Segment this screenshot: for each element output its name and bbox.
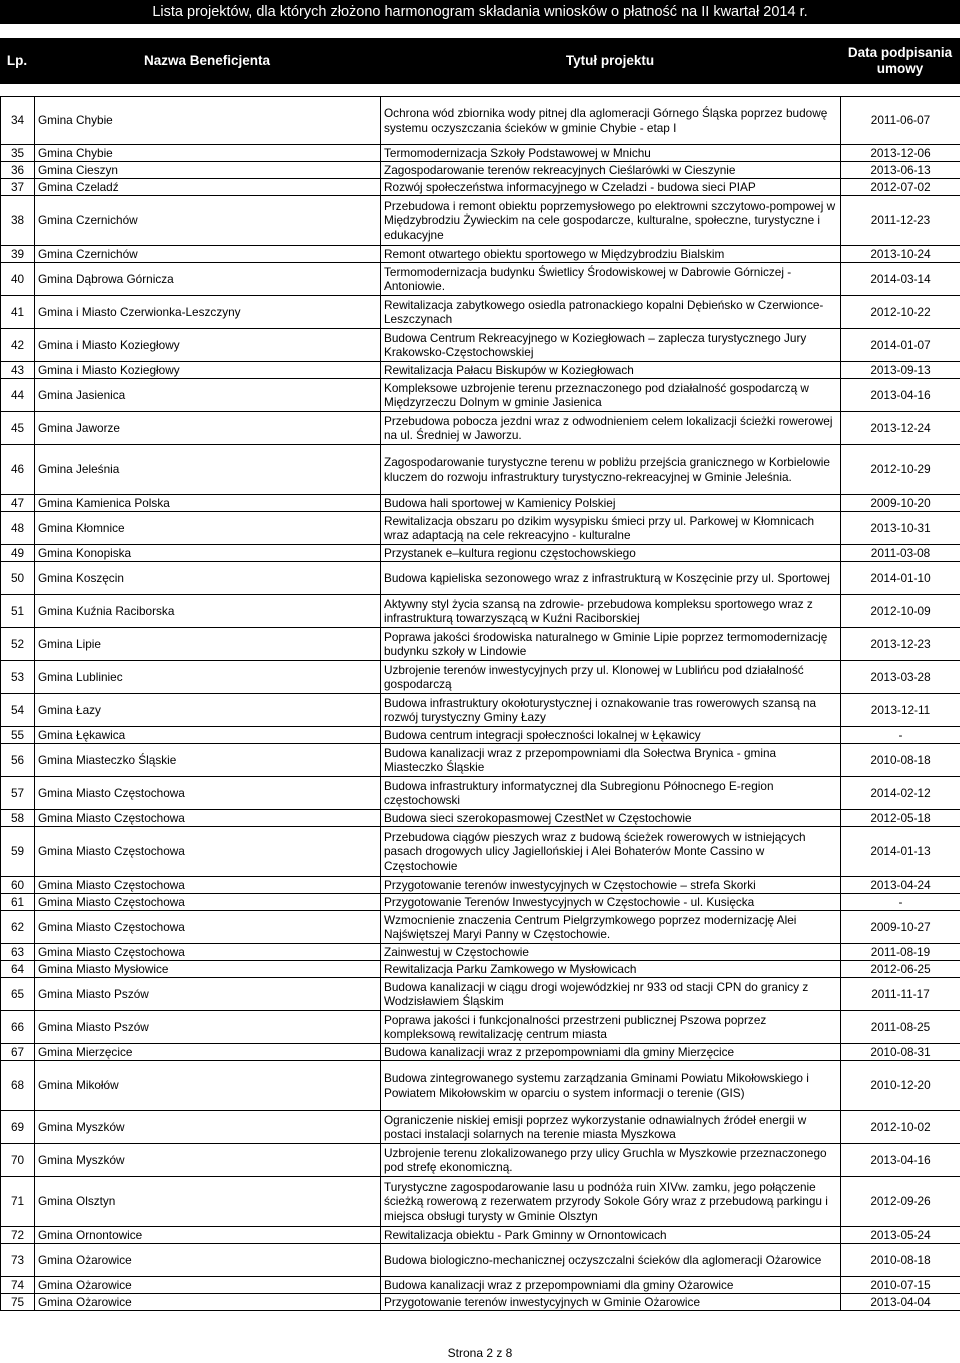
row-number: 58 bbox=[1, 810, 35, 827]
signing-date-cell: 2012-07-02 bbox=[841, 179, 960, 196]
beneficiary-cell: Gmina Koszęcin bbox=[35, 562, 381, 595]
beneficiary-cell: Gmina Łękawica bbox=[35, 727, 381, 744]
project-title-cell: Rewitalizacja Parku Zamkowego w Mysłowicach bbox=[381, 961, 841, 978]
signing-date-cell: 2011-06-07 bbox=[841, 97, 960, 145]
beneficiary-cell: Gmina Myszków bbox=[35, 1144, 381, 1177]
page-title: Lista projektów, dla których złożono harmonogram składania wniosków o płatność na II kwartał 2014 r. bbox=[0, 0, 960, 24]
signing-date-cell: 2014-01-07 bbox=[841, 329, 960, 362]
row-number: 42 bbox=[1, 329, 35, 362]
row-number: 50 bbox=[1, 562, 35, 595]
project-title-cell: Rewitalizacja zabytkowego osiedla patronackiego kopalni Dębieńsko w Czerwionce-Leszczynach bbox=[381, 296, 841, 329]
project-title-cell: Przystanek e–kultura regionu częstochowskiego bbox=[381, 545, 841, 562]
signing-date-cell: 2011-08-25 bbox=[841, 1011, 960, 1044]
table-row bbox=[1, 661, 960, 694]
beneficiary-cell: Gmina Ożarowice bbox=[35, 1244, 381, 1277]
signing-date-cell: - bbox=[841, 727, 960, 744]
signing-date-cell: - bbox=[841, 894, 960, 911]
projects-table bbox=[0, 96, 960, 1311]
beneficiary-cell: Gmina i Miasto Czerwionka-Leszczyny bbox=[35, 296, 381, 329]
signing-date-cell: 2012-10-29 bbox=[841, 445, 960, 495]
signing-date-cell: 2011-11-17 bbox=[841, 978, 960, 1011]
beneficiary-cell: Gmina Czernichów bbox=[35, 246, 381, 263]
table-row bbox=[1, 512, 960, 545]
beneficiary-cell: Gmina Miasto Częstochowa bbox=[35, 894, 381, 911]
signing-date-cell: 2014-01-13 bbox=[841, 827, 960, 877]
beneficiary-cell: Gmina Miasto Mysłowice bbox=[35, 961, 381, 978]
table-row bbox=[1, 246, 960, 263]
beneficiary-cell: Gmina Miasto Częstochowa bbox=[35, 911, 381, 944]
row-number: 39 bbox=[1, 246, 35, 263]
signing-date-cell: 2013-05-24 bbox=[841, 1227, 960, 1244]
signing-date-cell: 2013-03-28 bbox=[841, 661, 960, 694]
signing-date-cell: 2012-10-22 bbox=[841, 296, 960, 329]
signing-date-cell: 2012-05-18 bbox=[841, 810, 960, 827]
project-title-cell: Budowa infrastruktury informatycznej dla Subregionu Północnego E-region częstochowski bbox=[381, 777, 841, 810]
page-footer: Strona 2 z 8 bbox=[447, 1346, 513, 1360]
project-title-cell: Ochrona wód zbiornika wody pitnej dla aglomeracji Górnego Śląska poprzez budowę systemu oczyszczania ścieków w gminie Chybie - etap I bbox=[381, 97, 841, 145]
row-number: 34 bbox=[1, 97, 35, 145]
row-number: 63 bbox=[1, 944, 35, 961]
table-row bbox=[1, 379, 960, 412]
signing-date-cell: 2013-10-31 bbox=[841, 512, 960, 545]
row-number: 37 bbox=[1, 179, 35, 196]
beneficiary-cell: Gmina Czeladź bbox=[35, 179, 381, 196]
beneficiary-cell: Gmina Miasteczko Śląskie bbox=[35, 744, 381, 777]
signing-date-cell: 2013-10-24 bbox=[841, 246, 960, 263]
project-title-cell: Budowa kanalizacji wraz z przepompowniami dla Sołectwa Brynica - gmina Miasteczko Śląskie bbox=[381, 744, 841, 777]
table-row bbox=[1, 1011, 960, 1044]
project-title-cell: Ograniczenie niskiej emisji poprzez wykorzystanie odnawialnych źródeł energii w postaci instalacji solarnych na terenie miasta Myszkowa bbox=[381, 1111, 841, 1144]
table-row bbox=[1, 145, 960, 162]
beneficiary-cell: Gmina i Miasto Koziegłowy bbox=[35, 362, 381, 379]
signing-date-cell: 2011-08-19 bbox=[841, 944, 960, 961]
project-title-cell: Rozwój społeczeństwa informacyjnego w Czeladzi - budowa sieci PIAP bbox=[381, 179, 841, 196]
project-title-cell: Przebudowa pobocza jezdni wraz z odwodnieniem celem lokalizacji ścieżki rowerowej na ul. Średniej w Jaworzu. bbox=[381, 412, 841, 445]
row-number: 66 bbox=[1, 1011, 35, 1044]
project-title-cell: Budowa kanalizacji w ciągu drogi wojewódzkiej nr 933 od stacji CPN do granicy z Wodzisławiem Śląskim bbox=[381, 978, 841, 1011]
table-row bbox=[1, 179, 960, 196]
beneficiary-cell: Gmina Ornontowice bbox=[35, 1227, 381, 1244]
row-number: 35 bbox=[1, 145, 35, 162]
table-row bbox=[1, 911, 960, 944]
row-number: 52 bbox=[1, 628, 35, 661]
project-title-cell: Termomodernizacja budynku Świetlicy Środowiskowej w Dabrowie Górniczej - Antoniowie. bbox=[381, 263, 841, 296]
row-number: 69 bbox=[1, 1111, 35, 1144]
row-number: 62 bbox=[1, 911, 35, 944]
project-title-cell: Rewitalizacja obiektu - Park Gminny w Ornontowicach bbox=[381, 1227, 841, 1244]
beneficiary-cell: Gmina Chybie bbox=[35, 145, 381, 162]
table-row bbox=[1, 97, 960, 145]
table-row bbox=[1, 495, 960, 512]
signing-date-cell: 2010-08-31 bbox=[841, 1044, 960, 1061]
table-row bbox=[1, 810, 960, 827]
table-row bbox=[1, 961, 960, 978]
row-number: 43 bbox=[1, 362, 35, 379]
table-row bbox=[1, 329, 960, 362]
table-row bbox=[1, 694, 960, 727]
table-row bbox=[1, 196, 960, 246]
table-row bbox=[1, 1177, 960, 1227]
signing-date-cell: 2012-10-09 bbox=[841, 595, 960, 628]
row-number: 46 bbox=[1, 445, 35, 495]
signing-date-cell: 2012-09-26 bbox=[841, 1177, 960, 1227]
beneficiary-cell: Gmina Jeleśnia bbox=[35, 445, 381, 495]
project-title-cell: Poprawa jakości środowiska naturalnego w Gminie Lipie poprzez termomodernizację budynku szkoły w Lindowie bbox=[381, 628, 841, 661]
table-row bbox=[1, 944, 960, 961]
signing-date-cell: 2011-03-08 bbox=[841, 545, 960, 562]
table-row bbox=[1, 894, 960, 911]
beneficiary-cell: Gmina Miasto Częstochowa bbox=[35, 827, 381, 877]
row-number: 40 bbox=[1, 263, 35, 296]
signing-date-cell: 2013-12-11 bbox=[841, 694, 960, 727]
project-title-cell: Aktywny styl życia szansą na zdrowie- przebudowa kompleksu sportowego wraz z infrastrukturą towarzyszącą w Kuźni Raciborskiej bbox=[381, 595, 841, 628]
beneficiary-cell: Gmina Ożarowice bbox=[35, 1277, 381, 1294]
beneficiary-cell: Gmina Miasto Częstochowa bbox=[35, 877, 381, 894]
row-number: 73 bbox=[1, 1244, 35, 1277]
project-title-cell: Kompleksowe uzbrojenie terenu przeznaczonego pod działalność gospodarczą w Międzyrzeczu Dolnym w gminie Jasienica bbox=[381, 379, 841, 412]
project-title-cell: Przebudowa i remont obiektu poprzemysłowego po elektrowni szczytowo-pompowej w Międzybrodziu Żywieckim na cele gospodarcze, kulturalne, społeczne, turystyczne i edukacyjne bbox=[381, 196, 841, 246]
beneficiary-cell: Gmina Mikołów bbox=[35, 1061, 381, 1111]
row-number: 48 bbox=[1, 512, 35, 545]
signing-date-cell: 2013-04-16 bbox=[841, 1144, 960, 1177]
signing-date-cell: 2013-06-13 bbox=[841, 162, 960, 179]
table-row bbox=[1, 1277, 960, 1294]
table-row bbox=[1, 162, 960, 179]
beneficiary-cell: Gmina Konopiska bbox=[35, 545, 381, 562]
signing-date-cell: 2013-04-16 bbox=[841, 379, 960, 412]
signing-date-cell: 2011-12-23 bbox=[841, 196, 960, 246]
column-header-lp: Lp. bbox=[6, 53, 28, 68]
signing-date-cell: 2010-08-18 bbox=[841, 744, 960, 777]
row-number: 74 bbox=[1, 1277, 35, 1294]
project-title-cell: Remont otwartego obiektu sportowego w Międzybrodziu Bialskim bbox=[381, 246, 841, 263]
row-number: 71 bbox=[1, 1177, 35, 1227]
project-title-cell: Przygotowanie terenów inwestycyjnych w Częstochowie – strefa Skorki bbox=[381, 877, 841, 894]
table-row bbox=[1, 296, 960, 329]
project-title-cell: Przygotowanie terenów inwestycyjnych w Gminie Ożarowice bbox=[381, 1294, 841, 1311]
row-number: 45 bbox=[1, 412, 35, 445]
row-number: 49 bbox=[1, 545, 35, 562]
row-number: 59 bbox=[1, 827, 35, 877]
row-number: 47 bbox=[1, 495, 35, 512]
column-header-beneficiary: Nazwa Beneficjenta bbox=[143, 53, 271, 68]
project-title-cell: Budowa Centrum Rekreacyjnego w Koziegłowach – zaplecza turystycznego Jury Krakowsko-Częstochowskiej bbox=[381, 329, 841, 362]
project-title-cell: Zainwestuj w Częstochowie bbox=[381, 944, 841, 961]
project-title-cell: Budowa biologiczno-mechanicznej oczyszczalni ścieków dla aglomeracji Ożarowice bbox=[381, 1244, 841, 1277]
row-number: 68 bbox=[1, 1061, 35, 1111]
row-number: 41 bbox=[1, 296, 35, 329]
signing-date-cell: 2013-04-24 bbox=[841, 877, 960, 894]
table-row bbox=[1, 263, 960, 296]
beneficiary-cell: Gmina Miasto Pszów bbox=[35, 978, 381, 1011]
table-row bbox=[1, 1144, 960, 1177]
beneficiary-cell: Gmina Miasto Pszów bbox=[35, 1011, 381, 1044]
beneficiary-cell: Gmina Łazy bbox=[35, 694, 381, 727]
beneficiary-cell: Gmina Myszków bbox=[35, 1111, 381, 1144]
table-row bbox=[1, 1044, 960, 1061]
row-number: 64 bbox=[1, 961, 35, 978]
project-title-cell: Budowa sieci szerokopasmowej CzestNet w Częstochowie bbox=[381, 810, 841, 827]
table-row bbox=[1, 1111, 960, 1144]
row-number: 54 bbox=[1, 694, 35, 727]
projects-table-body bbox=[1, 97, 960, 1311]
beneficiary-cell: Gmina i Miasto Koziegłowy bbox=[35, 329, 381, 362]
project-title-cell: Budowa centrum integracji społeczności lokalnej w Łękawicy bbox=[381, 727, 841, 744]
signing-date-cell: 2010-08-18 bbox=[841, 1244, 960, 1277]
table-row bbox=[1, 727, 960, 744]
table-row bbox=[1, 562, 960, 595]
signing-date-cell: 2009-10-27 bbox=[841, 911, 960, 944]
project-title-cell: Budowa kanalizacji wraz z przepompowniami dla gminy Mierzęcice bbox=[381, 1044, 841, 1061]
row-number: 70 bbox=[1, 1144, 35, 1177]
beneficiary-cell: Gmina Czernichów bbox=[35, 196, 381, 246]
beneficiary-cell: Gmina Kuźnia Raciborska bbox=[35, 595, 381, 628]
row-number: 75 bbox=[1, 1294, 35, 1311]
signing-date-cell: 2013-12-24 bbox=[841, 412, 960, 445]
row-number: 51 bbox=[1, 595, 35, 628]
project-title-cell: Zagospodarowanie terenów rekreacyjnych Cieślarówki w Cieszynie bbox=[381, 162, 841, 179]
project-title-cell: Rewitalizacja obszaru po dzikim wysypisku śmieci przy ul. Parkowej w Kłomnicach wraz adaptacją na cele rekreacyjno - kulturalne bbox=[381, 512, 841, 545]
signing-date-cell: 2013-04-04 bbox=[841, 1294, 960, 1311]
beneficiary-cell: Gmina Lipie bbox=[35, 628, 381, 661]
row-number: 53 bbox=[1, 661, 35, 694]
project-title-cell: Turystyczne zagospodarowanie lasu u podnóża ruin XIVw. zamku, jego połączenie ścieżką rowerową z rezerwatem przyrody Sokole Góry wraz z przebudową parkingu i miejsca obsługi turysty w Gminie Olsztyn bbox=[381, 1177, 841, 1227]
beneficiary-cell: Gmina Kamienica Polska bbox=[35, 495, 381, 512]
row-number: 56 bbox=[1, 744, 35, 777]
signing-date-cell: 2014-03-14 bbox=[841, 263, 960, 296]
row-number: 38 bbox=[1, 196, 35, 246]
project-title-cell: Budowa zintegrowanego systemu zarządzania Gminami Powiatu Mikołowskiego i Powiatem Mikołowskim w oparciu o system informacji o terenie (GIS) bbox=[381, 1061, 841, 1111]
beneficiary-cell: Gmina Lubliniec bbox=[35, 661, 381, 694]
beneficiary-cell: Gmina Kłomnice bbox=[35, 512, 381, 545]
project-title-cell: Uzbrojenie terenów inwestycyjnych przy ul. Klonowej w Lublińcu pod działalność gospodarczą bbox=[381, 661, 841, 694]
row-number: 60 bbox=[1, 877, 35, 894]
project-title-cell: Budowa hali sportowej w Kamienicy Polskiej bbox=[381, 495, 841, 512]
row-number: 55 bbox=[1, 727, 35, 744]
beneficiary-cell: Gmina Chybie bbox=[35, 97, 381, 145]
row-number: 67 bbox=[1, 1044, 35, 1061]
project-title-cell: Budowa infrastruktury okołoturystycznej i oznakowanie tras rowerowych szansą na rozwój turystyczny Gminy Łazy bbox=[381, 694, 841, 727]
table-row bbox=[1, 827, 960, 877]
table-row bbox=[1, 362, 960, 379]
signing-date-cell: 2013-09-13 bbox=[841, 362, 960, 379]
signing-date-cell: 2012-06-25 bbox=[841, 961, 960, 978]
project-title-cell: Termomodernizacja Szkoły Podstawowej w Mnichu bbox=[381, 145, 841, 162]
table-row bbox=[1, 412, 960, 445]
table-row bbox=[1, 744, 960, 777]
project-title-cell: Przygotowanie Terenów Inwestycyjnych w Częstochowie - ul. Kusięcka bbox=[381, 894, 841, 911]
project-title-cell: Przebudowa ciągów pieszych wraz z budową ścieżek rowerowych w istniejących pasach drogowych ulicy Jagiellońskiej i Alei Bohaterów Monte Cassino w Częstochowie bbox=[381, 827, 841, 877]
project-title-cell: Rewitalizacja Pałacu Biskupów w Koziegłowach bbox=[381, 362, 841, 379]
signing-date-cell: 2010-12-20 bbox=[841, 1061, 960, 1111]
table-row bbox=[1, 1294, 960, 1311]
beneficiary-cell: Gmina Dąbrowa Górnicza bbox=[35, 263, 381, 296]
project-title-cell: Budowa kąpieliska sezonowego wraz z infrastrukturą w Koszęcinie przy ul. Sportowej bbox=[381, 562, 841, 595]
row-number: 44 bbox=[1, 379, 35, 412]
project-title-cell: Uzbrojenie terenu zlokalizowanego przy ulicy Gruchla w Myszkowie przeznaczonego pod strefę ekonomiczną. bbox=[381, 1144, 841, 1177]
table-row bbox=[1, 1244, 960, 1277]
table-row bbox=[1, 1227, 960, 1244]
beneficiary-cell: Gmina Miasto Częstochowa bbox=[35, 777, 381, 810]
beneficiary-cell: Gmina Jaworze bbox=[35, 412, 381, 445]
signing-date-cell: 2014-02-12 bbox=[841, 777, 960, 810]
table-row bbox=[1, 545, 960, 562]
beneficiary-cell: Gmina Miasto Częstochowa bbox=[35, 944, 381, 961]
table-row bbox=[1, 595, 960, 628]
signing-date-cell: 2013-12-06 bbox=[841, 145, 960, 162]
table-row bbox=[1, 628, 960, 661]
beneficiary-cell: Gmina Olsztyn bbox=[35, 1177, 381, 1227]
column-header-title: Tytuł projektu bbox=[565, 53, 655, 68]
beneficiary-cell: Gmina Mierzęcice bbox=[35, 1044, 381, 1061]
project-title-cell: Poprawa jakości i funkcjonalności przestrzeni publicznej Pszowa poprzez kompleksową rewitalizację centrum miasta bbox=[381, 1011, 841, 1044]
table-header bbox=[0, 38, 960, 84]
table-row bbox=[1, 1061, 960, 1111]
table-row bbox=[1, 445, 960, 495]
row-number: 36 bbox=[1, 162, 35, 179]
column-header-date: Data podpisania umowy bbox=[847, 45, 953, 76]
beneficiary-cell: Gmina Cieszyn bbox=[35, 162, 381, 179]
row-number: 72 bbox=[1, 1227, 35, 1244]
project-title-cell: Wzmocnienie znaczenia Centrum Pielgrzymkowego poprzez modernizację Alei Najświętszej Maryi Panny w Częstochowie. bbox=[381, 911, 841, 944]
beneficiary-cell: Gmina Jasienica bbox=[35, 379, 381, 412]
project-title-cell: Zagospodarowanie turystyczne terenu w pobliżu przejścia granicznego w Korbielowie kluczem do rozwoju infrastruktury turystyczno-rekreacyjnej w Gminie Jeleśnia. bbox=[381, 445, 841, 495]
signing-date-cell: 2014-01-10 bbox=[841, 562, 960, 595]
row-number: 57 bbox=[1, 777, 35, 810]
row-number: 65 bbox=[1, 978, 35, 1011]
table-row bbox=[1, 978, 960, 1011]
row-number: 61 bbox=[1, 894, 35, 911]
beneficiary-cell: Gmina Ożarowice bbox=[35, 1294, 381, 1311]
project-title-cell: Budowa kanalizacji wraz z przepompowniami dla gminy Ożarowice bbox=[381, 1277, 841, 1294]
beneficiary-cell: Gmina Miasto Częstochowa bbox=[35, 810, 381, 827]
signing-date-cell: 2010-07-15 bbox=[841, 1277, 960, 1294]
signing-date-cell: 2009-10-20 bbox=[841, 495, 960, 512]
signing-date-cell: 2012-10-02 bbox=[841, 1111, 960, 1144]
signing-date-cell: 2013-12-23 bbox=[841, 628, 960, 661]
table-row bbox=[1, 777, 960, 810]
table-row bbox=[1, 877, 960, 894]
